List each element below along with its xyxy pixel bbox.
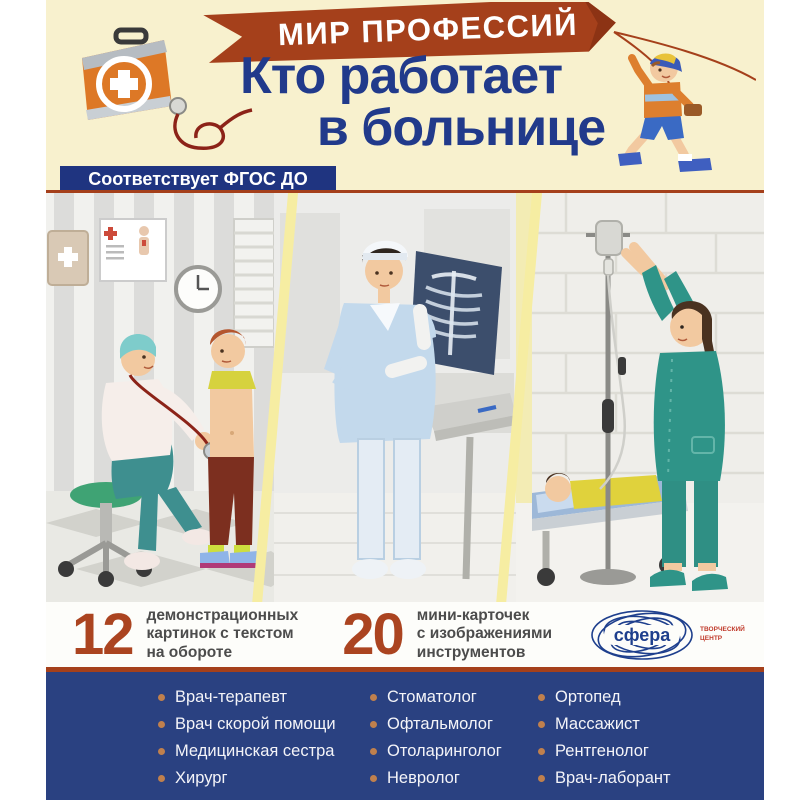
bullet-icon [370, 775, 377, 782]
series-title: МИР ПРОФЕССИЙ [277, 6, 579, 53]
stat-text-cards: демонстрационных картинок с текстом на обороте [146, 607, 299, 661]
list-item [538, 742, 708, 761]
panel-nurse-iv-illustration [516, 193, 764, 602]
bullet-icon [370, 721, 377, 728]
list-item [370, 769, 538, 788]
anatomy-poster [100, 219, 166, 281]
professions-column-2 [370, 688, 538, 800]
tube-clamp [618, 357, 626, 375]
stat-number-minicards: 20 [342, 601, 403, 667]
logo-wordmark: сфера [613, 624, 671, 645]
logo-subtitle: ТВОРЧЕСКИЙ ЦЕНТР [700, 626, 745, 642]
professions-column-3 [538, 688, 708, 800]
nurse-tunic [654, 351, 725, 481]
profession-label: Врач-лаборант [555, 769, 671, 787]
list-item [158, 769, 370, 788]
title-line-2: в больнице [316, 99, 606, 157]
profession-label: Врач-терапевт [175, 688, 288, 706]
first-aid-cabinet [48, 231, 88, 285]
list-item [158, 742, 370, 761]
list-item [538, 769, 708, 788]
list-item [370, 715, 538, 734]
sfera-publisher-logo [590, 608, 745, 662]
holding-glove [420, 311, 424, 343]
bullet-icon [158, 694, 165, 701]
bullet-icon [370, 694, 377, 701]
illustration-band [46, 190, 764, 602]
running-boy-illustration [618, 48, 722, 176]
iv-bottle [596, 221, 622, 255]
panel-pediatrician-illustration [46, 193, 274, 602]
profession-label: Стоматолог [387, 688, 477, 706]
list-item [538, 688, 708, 707]
kite-spool [684, 104, 702, 116]
bullet-icon [370, 748, 377, 755]
profession-label: Хирург [175, 769, 228, 787]
list-item [158, 688, 370, 707]
bullet-icon [158, 775, 165, 782]
profession-label: Отоларинголог [387, 742, 502, 760]
list-item [158, 715, 370, 734]
fgos-badge: Соответствует ФГОС ДО [60, 166, 336, 193]
cover-header [46, 0, 764, 192]
list-item [538, 715, 708, 734]
bullet-icon [538, 721, 545, 728]
bullet-icon [538, 694, 545, 701]
window-blinds [234, 219, 274, 347]
stat-number-cards: 12 [72, 601, 133, 667]
bullet-icon [538, 748, 545, 755]
profession-label: Рентгенолог [555, 742, 649, 760]
stats-strip [46, 602, 764, 667]
list-item [370, 742, 538, 761]
profession-label: Невролог [387, 769, 460, 787]
profession-label: Офтальмолог [387, 715, 493, 733]
bullet-icon [158, 748, 165, 755]
professions-panel [46, 672, 764, 800]
pointing-glove [392, 363, 420, 371]
wall-clock-icon [176, 267, 220, 311]
drip-chamber [604, 259, 613, 275]
panel-xray-doctor-illustration [274, 193, 516, 602]
book-cover [46, 0, 764, 800]
lifted-shirt [208, 371, 256, 389]
profession-label: Медицинская сестра [175, 742, 335, 760]
pole-clamp [602, 399, 614, 433]
list-item [370, 688, 538, 707]
stethoscope-icon [164, 96, 256, 166]
profession-label: Массажист [555, 715, 640, 733]
title-line-1: Кто работает [239, 47, 563, 105]
professions-column-1 [158, 688, 370, 800]
bullet-icon [538, 775, 545, 782]
stat-text-minicards: мини-карточек с изображениями инструментов [416, 607, 553, 661]
profession-label: Врач скорой помощи [175, 715, 336, 733]
bullet-icon [158, 721, 165, 728]
profession-label: Ортопед [555, 688, 621, 706]
sneaker [618, 152, 642, 166]
